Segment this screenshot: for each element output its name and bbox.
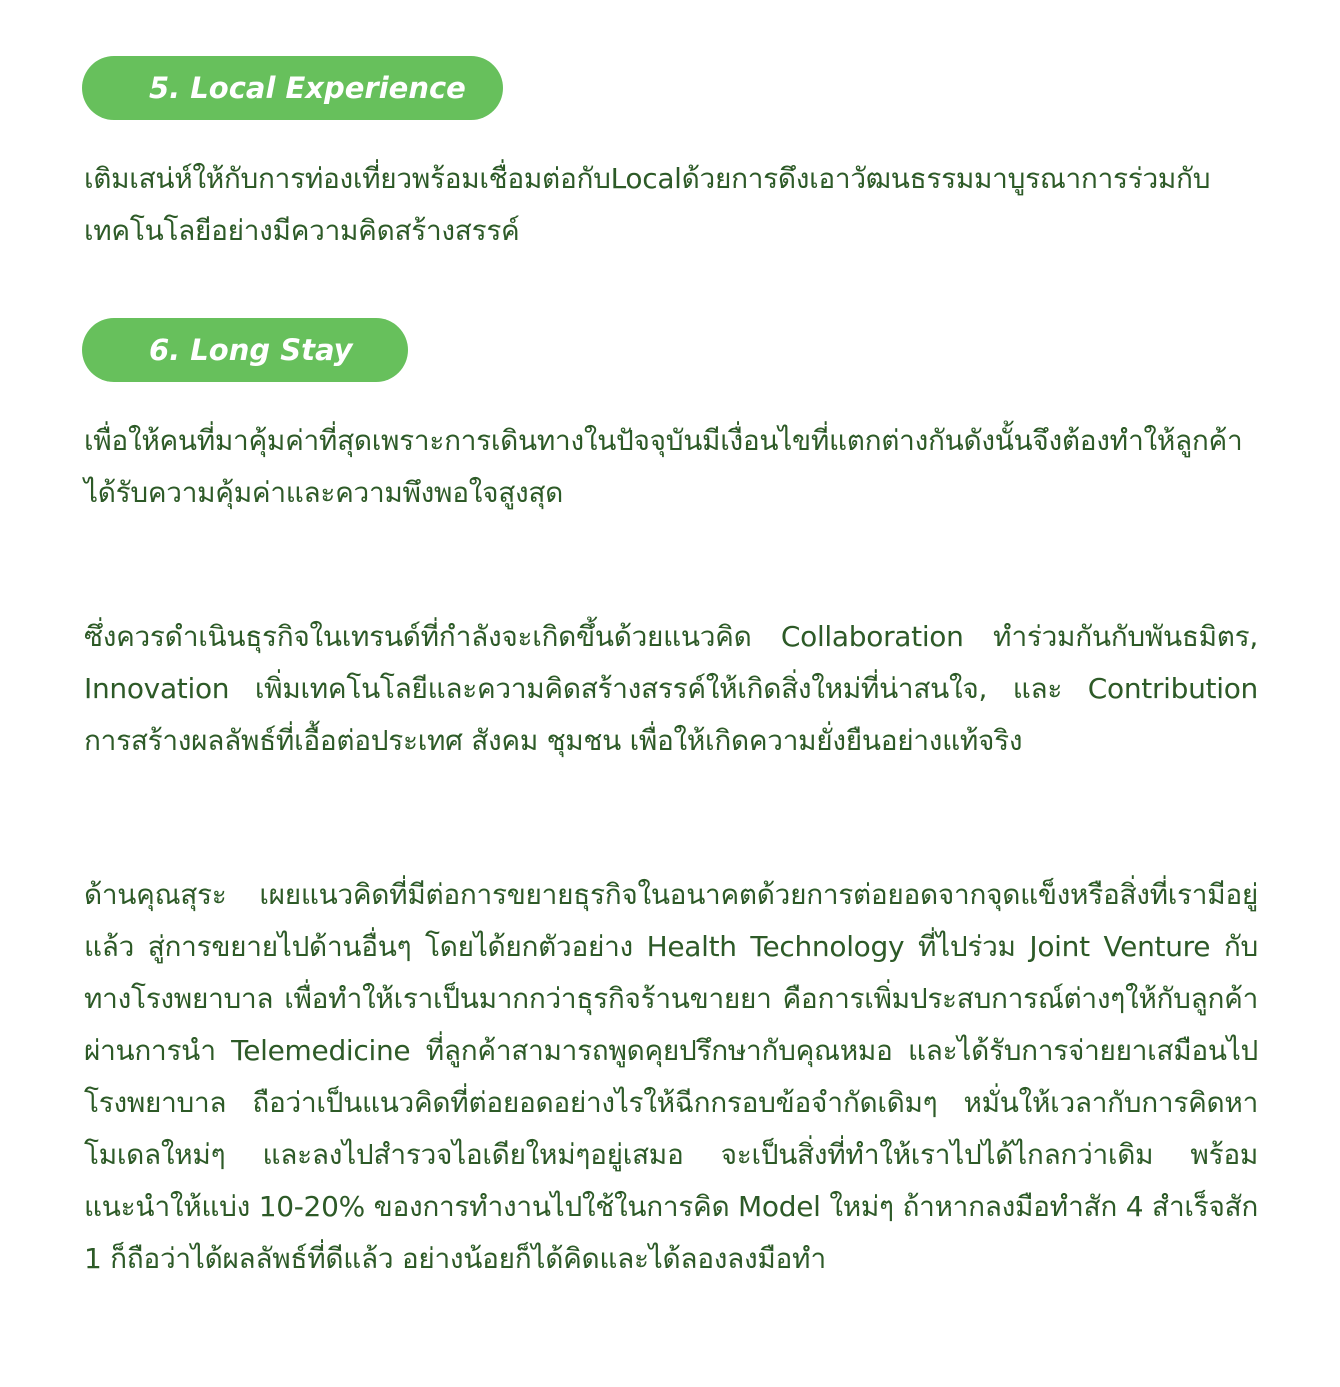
local-experience-description: เติมเสน่ห์ให้กับการท่องเที่ยวพร้อมเชื่อมต่อกับLocalด้วยการดึงเอาวัฒนธรรมมาบูรณาการร่วมกับเทคโนโลยีอย่างมีความคิดสร้างสรรค์ (84, 162, 1211, 247)
section-heading-local-experience: 5. Local Experience (82, 56, 503, 120)
long-stay-description: เพื่อให้คนที่มาคุ้มค่าที่สุดเพราะการเดินทางในปัจจุบันมีเงื่อนไขที่แตกต่างกันดังนั้นจึงต้องทำให้ลูกค้าได้รับความคุ้มค่าและความพึงพอใจสูงสุด (84, 424, 1243, 509)
collaboration-paragraph: ซึ่งควรดำเนินธุรกิจในเทรนด์ที่กำลังจะเกิดขึ้นด้วยแนวคิด Collaboration ทำร่วมกันกับพันธมิตร, Innovation เพิ่มเทคโนโลยีและความคิดสร้างสรรค์ให้เกิดสิ่งใหม่ที่น่าสนใจ, และ Contribution การสร้างผลลัพธ์ที่เอื้อต่อประเทศ สังคม ชุมชน เพื่อให้เกิดความยั่งยืนอย่างแท้จริง (84, 620, 1258, 757)
health-technology-paragraph: ด้านคุณสุระ เผยแนวคิดที่มีต่อการขยายธุรกิจในอนาคตด้วยการต่อยอดจากจุดแข็งหรือสิ่งที่เรามีอยู่แล้ว สู่การขยายไปด้านอื่นๆ โดยได้ยกตัวอย่าง Health Technology ที่ไปร่วม Joint Venture กับทางโรงพยาบาล เพื่อทำให้เราเป็นมากกว่าธุรกิจร้านขายยา คือการเพิ่มประสบการณ์ต่างๆให้กับลูกค้า ผ่านการนำ Telemedicine ที่ลูกค้าสามารถพูดคุยปรึกษากับคุณหมอ และได้รับการจ่ายยาเสมือนไปโรงพยาบาล ถือว่าเป็นแนวคิดที่ต่อยอดอย่างไรให้ฉีกกรอบข้อจำกัดเดิมๆ หมั่นให้เวลากับการคิดหาโมเดลใหม่ๆ และลงไปสำรวจไอเดียใหม่ๆอยู่เสมอ จะเป็นสิ่งที่ทำให้เราไปได้ไกลกว่าเดิม พร้อมแนะนำให้แบ่ง 10-20% ของการทำงานไปใช้ในการคิด Model ใหม่ๆ ถ้าหากลงมือทำสัก 4 สำเร็จสัก 1 ก็ถือว่าได้ผลลัพธ์ที่ดีแล้ว อย่างน้อยก็ได้คิดและได้ลองลงมือทำ (84, 878, 1258, 1275)
section-heading-long-stay: 6. Long Stay (82, 318, 408, 382)
